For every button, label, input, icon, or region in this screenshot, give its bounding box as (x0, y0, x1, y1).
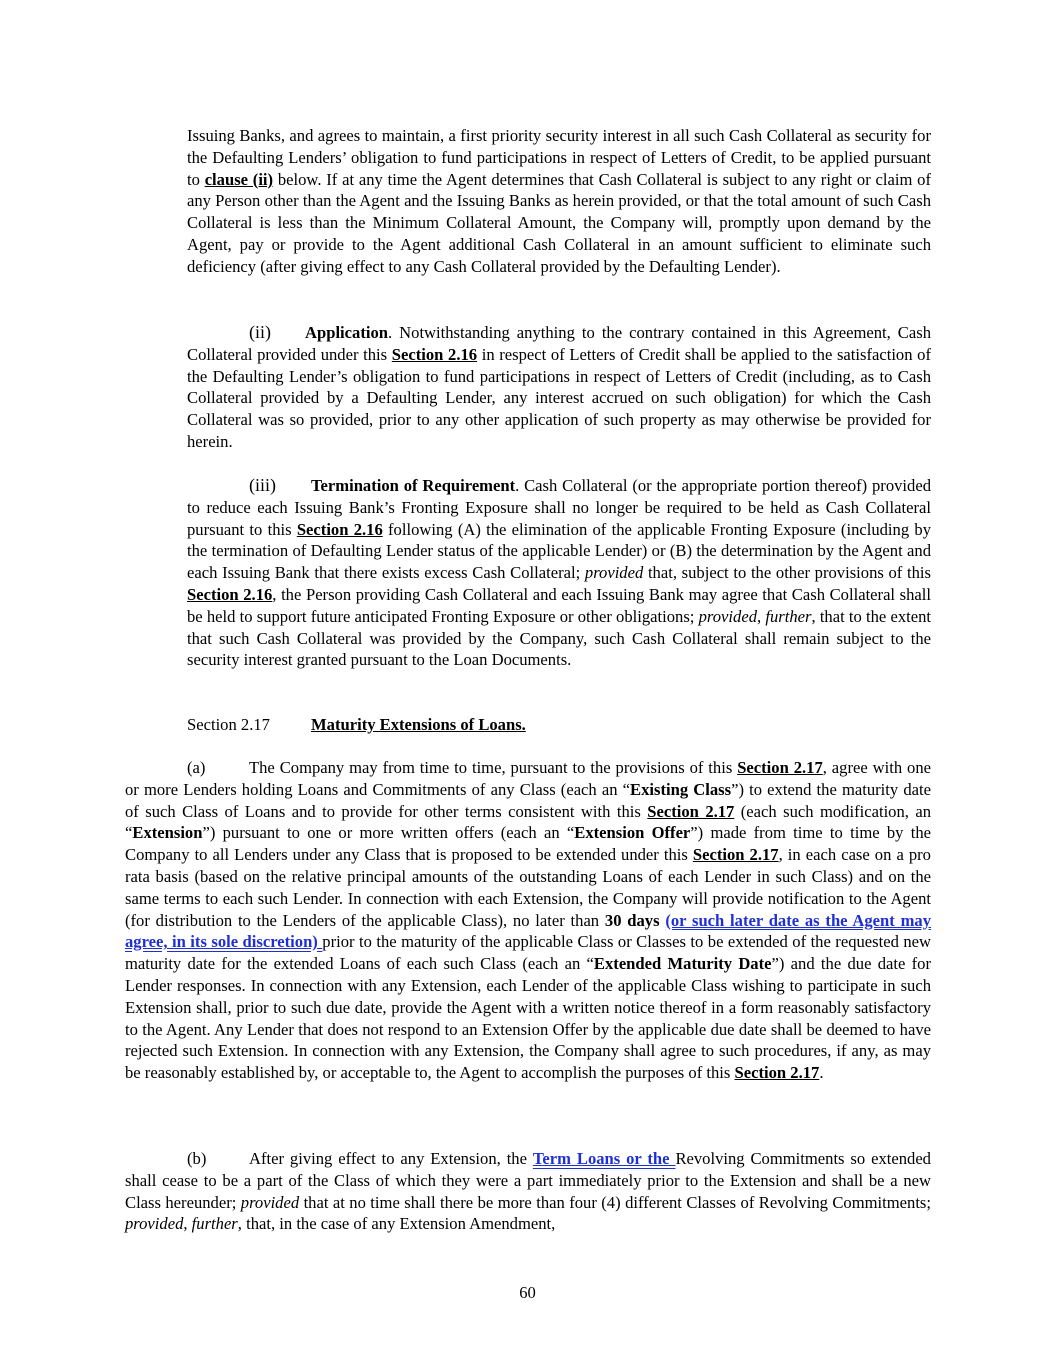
text: , agree with one or more Lenders holding Loans and Commitments of any Class (each an “ (125, 758, 931, 799)
clause-heading: Termination of Requirement (311, 476, 516, 495)
cross-reference: clause (ii) (204, 169, 274, 189)
cross-reference: Section 2.16 (296, 519, 383, 539)
cross-reference: Section 2.16 (391, 344, 478, 364)
italic-term: provided (125, 1214, 184, 1234)
section-title: Maturity Extensions of Loans. (311, 715, 526, 734)
text: ”) pursuant to one or more written offers (each an “ (202, 823, 575, 843)
text: , that to the extent that such Cash Collateral was provided by the Company, such Cash Collateral shall remain subject to the security interest granted pursuant to the Loan Documents. (187, 606, 932, 670)
text: ”) made from time to time by the Company to all Lenders under any Class that is proposed to be extended under this (125, 823, 931, 865)
clause-heading: Application (305, 323, 388, 342)
text: Revolving Commitments so extended shall cease to be a part of the Class of which they were a part immediately prior to the Extension and shall be a new Class hereunder; (125, 1149, 931, 1212)
cross-reference: Section 2.16 (187, 584, 273, 604)
defined-term: Extension (132, 823, 203, 843)
text: , the Person providing Cash Collateral and each Issuing Bank may agree that Cash Collateral shall be held to support future anticipated Fronting Exposure or other obligations; (187, 584, 932, 626)
paragraph-a (125, 757, 931, 1084)
clause-label: (b) (187, 1149, 207, 1168)
text: Issuing Banks, and agrees to maintain, a first priority security interest in all such Cash Collateral as security for the Defaulting Lenders’ obligation to fund participations in respect of Letters of Credit, to be applied pursuant to (187, 126, 931, 189)
section-heading (187, 714, 526, 736)
paragraph-ii (187, 322, 931, 453)
text: , (183, 1214, 192, 1234)
text: , that, in the case of any Extension Amendment, (237, 1214, 556, 1234)
text: that at no time shall there be more than four (4) different Classes of Revolving Commitments; (299, 1192, 931, 1212)
defined-term: Existing Class (630, 779, 732, 799)
page-number: 60 (519, 1283, 536, 1302)
inserted-text: (or such later date as the Agent may agree, in its sole discretion) (125, 910, 931, 952)
italic-term: further (191, 1214, 238, 1234)
text: , (757, 606, 766, 626)
clause-label: (iii) (249, 475, 276, 495)
defined-term: Extension Offer (574, 823, 691, 843)
text: . Cash Collateral (or the appropriate portion thereof) provided to reduce each Issuing Bank’s Fronting Exposure shall no longer be required to be held as Cash Collateral pursuant to this (187, 476, 931, 539)
cross-reference: Section 2.17 (737, 758, 823, 777)
paragraph-b (125, 1148, 931, 1235)
defined-term: Extended Maturity Date (593, 954, 772, 974)
paragraph-i-continued (187, 125, 931, 278)
italic-term: provided (584, 563, 644, 583)
text: The Company may from time to time, pursuant to the provisions of this (249, 758, 738, 777)
text: , in each case on a pro rata basis (based on the relative principal amounts of the outstanding Loans of each Lender in such Class) and on the same terms to each such Lender. In connection with each Extension, the Company will provide notification to the Agent (for distribution to the Lenders of the applicable Class), no later than (125, 845, 931, 930)
clause-label: (a) (187, 758, 206, 777)
text: . Notwithstanding anything to the contrary contained in this Agreement, Cash Collateral provided under this (187, 323, 931, 364)
italic-term: further (765, 606, 812, 626)
section-number: Section 2.17 (187, 715, 270, 734)
text: ”) to extend the maturity date of such Class of Loans and to provide for other terms consistent with this (125, 779, 931, 821)
text: in respect of Letters of Credit shall be applied to the satisfaction of the Defaulting Lender’s obligation to fund participations in respect of Letters of Credit (including, as to Cash Collateral provided by a Defaulting Lender, any interest accrued on such obligation) for which the Cash Collateral was so provided, prior to any other application of such property as may otherwise be provided for herein. (187, 344, 931, 451)
clause-label: (ii) (249, 322, 271, 342)
inserted-text: Term Loans or the (532, 1149, 676, 1168)
text: following (A) the elimination of the applicable Fronting Exposure (including by the termination of Defaulting Lender status of the applicable Lender) or (B) the determination by the Agent and each Issuing Bank that there exists excess Cash Collateral; (187, 519, 931, 583)
cross-reference: Section 2.17 (647, 801, 735, 821)
text: After giving effect to any Extension, the (249, 1149, 533, 1168)
italic-term: provided (240, 1192, 300, 1212)
bold-term: 30 days (604, 910, 660, 930)
text: below. If at any time the Agent determines that Cash Collateral is subject to any right or claim of any Person other than the Agent and the Issuing Banks as herein provided, or that the total amount of such Cash Collateral is less than the Minimum Collateral Amount, the Company will, promptly upon demand by the Agent, pay or provide to the Agent additional Cash Collateral in an amount sufficient to eliminate such deficiency (after giving effect to any Cash Collateral provided by the Defaulting Lender). (187, 169, 931, 276)
text: prior to the maturity of the applicable Class or Classes to be extended of the requested new maturity date for the extended Loans of each such Class (each an “ (125, 932, 931, 974)
cross-reference: Section 2.17 (734, 1063, 820, 1083)
cross-reference: Section 2.17 (692, 845, 779, 865)
text: . (819, 1063, 824, 1083)
paragraph-iii (187, 475, 931, 671)
text: (each such modification, an “ (125, 801, 932, 843)
text: ”) and the due date for Lender responses. In connection with any Extension, each Lender of the applicable Class wishing to participate in such Extension shall, prior to such due date, provide the Agent with a written notice thereof in a form reasonably satisfactory to the Agent. Any Lender that does not respond to an Extension Offer by the applicable due date shall be deemed to have rejected such Extension. In connection with any Extension, the Company shall agree to such procedures, if any, as may be reasonably established by, or acceptable to, the Agent to accomplish the purposes of this (125, 954, 932, 1083)
italic-term: provided (698, 606, 757, 626)
text: that, subject to the other provisions of this (643, 563, 931, 583)
